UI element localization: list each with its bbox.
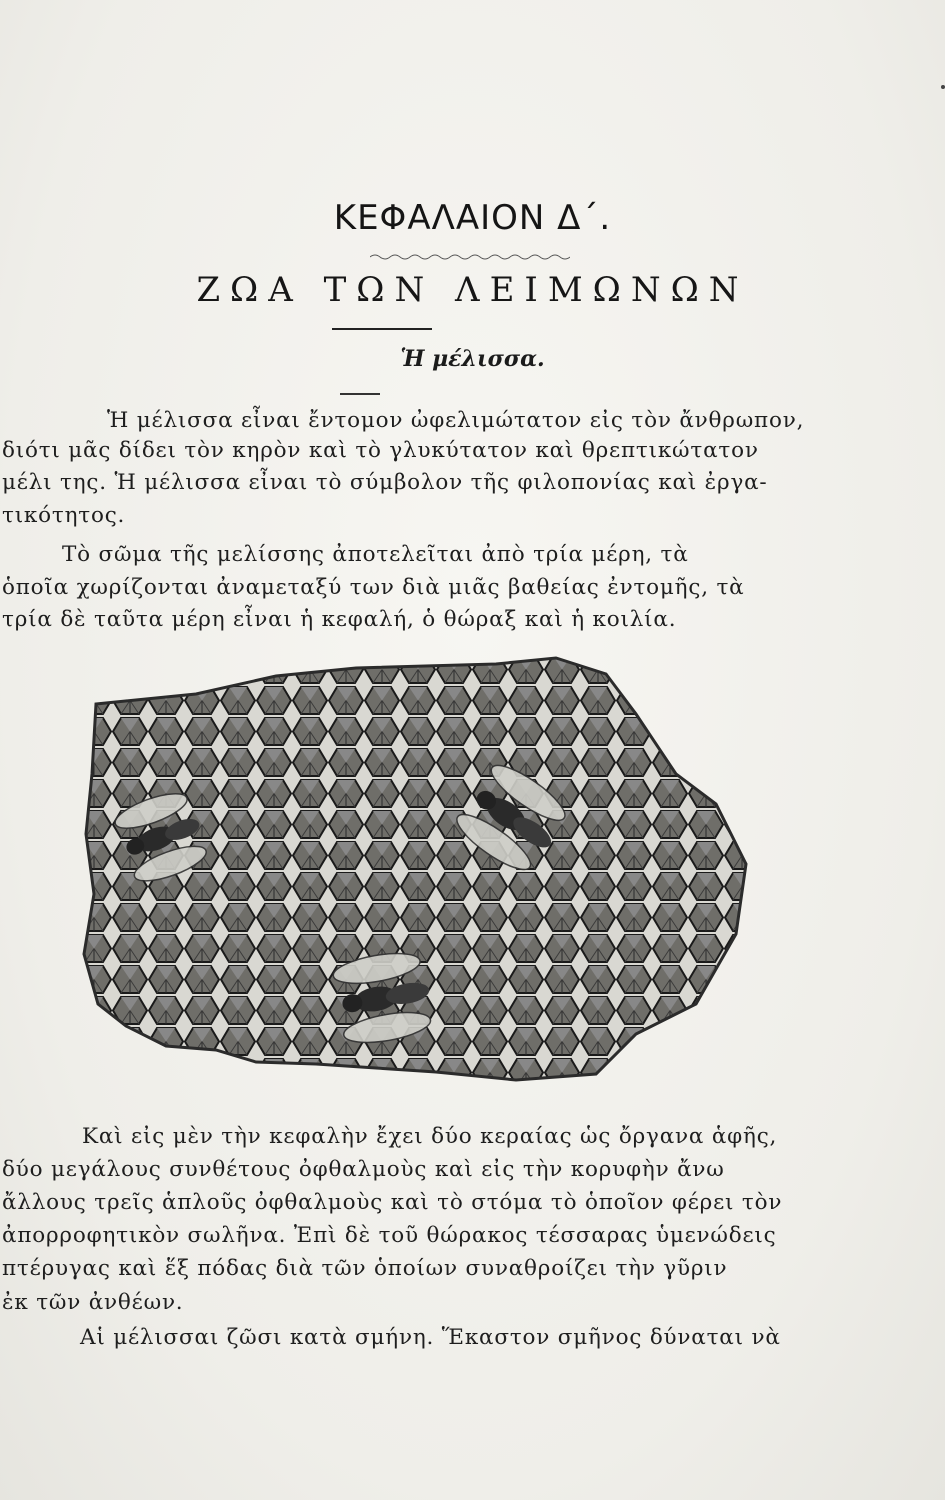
text-line: Καὶ εἰς μὲν τὴν κεφαλὴν ἔχει δύο κεραίας ὡς ὄργανα ἁφῆς,	[82, 1124, 778, 1149]
text-line: Αἱ μέλισσαι ζῶσι κατὰ σμήνη. Ἕκαστον σμῆνος δύναται νὰ	[80, 1325, 781, 1350]
title-rule	[332, 328, 432, 330]
text-line: διότι μᾶς δίδει τὸν κηρὸν καὶ τὸ γλυκύτατον καὶ θρεπτικώτατον	[2, 438, 759, 463]
chapter-heading: ΚΕΦΑΛΑΙΟΝ Δ΄.	[333, 198, 612, 238]
text-line: Τὸ σῶμα τῆς μελίσσης ἀποτελεῖται ἀπὸ τρία μέρη, τὰ	[62, 542, 689, 567]
text-line: ὁποῖα χωρίζονται ἀναμεταξύ των διὰ μιᾶς βαθείας ἐντομῆς, τὰ	[2, 575, 745, 600]
section-rule	[340, 393, 380, 395]
text-line: τικότητος.	[2, 503, 126, 528]
honeycomb-with-bees-icon	[76, 654, 762, 1086]
text-line: πτέρυγας καὶ ἕξ πόδας διὰ τῶν ὁποίων συναθροίζει τὴν γῦριν	[2, 1256, 728, 1281]
chapter-title: ΖΩΑ ΤΩΝ ΛΕΙΜΩΝΩΝ	[196, 270, 749, 310]
decorative-wavy-rule	[370, 252, 570, 262]
text-line: μέλι της. Ἡ μέλισσα εἶναι τὸ σύμβολον τῆς φιλοπονίας καὶ ἐργα-	[2, 470, 768, 495]
text-line: δύο μεγάλους συνθέτους ὀφθαλμοὺς καὶ εἰς τὴν κορυφὴν ἄνω	[2, 1157, 725, 1182]
section-heading: Ἡ μέλισσα.	[400, 346, 545, 372]
text-line: ἐκ τῶν ἀνθέων.	[2, 1290, 184, 1315]
text-line: ἄλλους τρεῖς ἁπλοῦς ὀφθαλμοὺς καὶ τὸ στόμα τὸ ὁποῖον φέρει τὸν	[2, 1190, 783, 1215]
page-speck	[941, 85, 945, 89]
text-line: τρία δὲ ταῦτα μέρη εἶναι ἡ κεφαλή, ὁ θώραξ καὶ ἡ κοιλία.	[2, 607, 677, 632]
text-line: ἀπορροφητικὸν σωλῆνα. Ἐπὶ δὲ τοῦ θώρακος τέσσαρας ὑμενώδεις	[2, 1223, 777, 1248]
text-line: Ἡ μέλισσα εἶναι ἔντομον ὠφελιμώτατον εἰς τὸν ἄνθρωπον,	[107, 408, 805, 433]
